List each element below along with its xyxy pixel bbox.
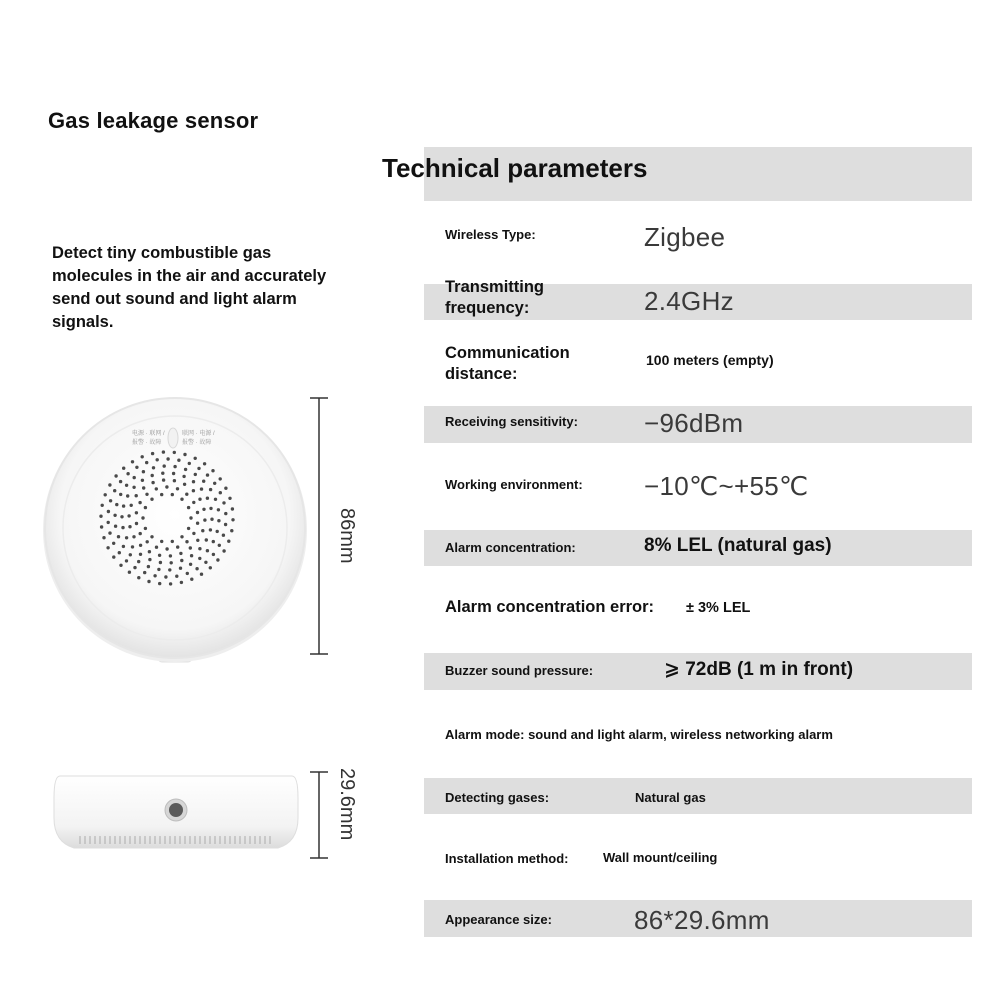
dimension-label-29mm: 29.6mm: [336, 768, 358, 841]
label-size: Appearance size:: [445, 912, 552, 927]
dimension-line-86mm: [305, 396, 335, 660]
value-gases: Natural gas: [635, 790, 706, 805]
label-wireless-type: Wireless Type:: [445, 227, 536, 242]
dimension-line-29mm: [305, 770, 335, 862]
value-buzzer: ⩾ 72dB (1 m in front): [664, 659, 854, 680]
value-size: 86*29.6mm: [634, 905, 770, 935]
value-sensitivity: −96dBm: [644, 408, 744, 438]
value-wireless-type: Zigbee: [644, 222, 726, 252]
value-environment: −10℃~+55℃: [644, 471, 809, 501]
label-alarm-error: Alarm concentration error:: [445, 598, 655, 616]
dimension-label-86mm: 86mm: [336, 508, 358, 564]
label-environment: Working environment:: [445, 477, 583, 492]
value-distance: 100 meters (empty): [646, 352, 774, 368]
label-buzzer: Buzzer sound pressure:: [445, 663, 594, 678]
label-sensitivity: Receiving sensitivity:: [445, 414, 578, 429]
value-installation: Wall mount/ceiling: [603, 850, 718, 865]
product-description: Detect tiny combustible gas molecules in the air and accurately send out sound and light alarm signals.: [52, 244, 327, 331]
product-title: Gas leakage sensor: [48, 108, 259, 133]
value-frequency: 2.4GHz: [644, 286, 734, 316]
label-gases: Detecting gases:: [445, 790, 550, 805]
label-alarm-mode: Alarm mode: sound and light alarm, wireless networking alarm: [445, 727, 833, 742]
value-alarm-concentration: 8% LEL (natural gas): [644, 535, 832, 556]
label-alarm-concentration: Alarm concentration:: [445, 540, 576, 555]
section-title: Technical parameters: [382, 153, 648, 183]
front-indicator-label-right: 联网 · 电源 / 报警 · 故障: [182, 431, 215, 446]
label-installation: Installation method:: [445, 851, 569, 866]
front-indicator-label-left: 电源 · 联网 / 报警 · 故障: [132, 431, 165, 446]
label-distance: Communication distance:: [445, 344, 570, 383]
device-side-image: [50, 768, 310, 864]
label-frequency: Transmitting frequency:: [445, 278, 545, 317]
value-alarm-error: ± 3% LEL: [686, 600, 751, 616]
